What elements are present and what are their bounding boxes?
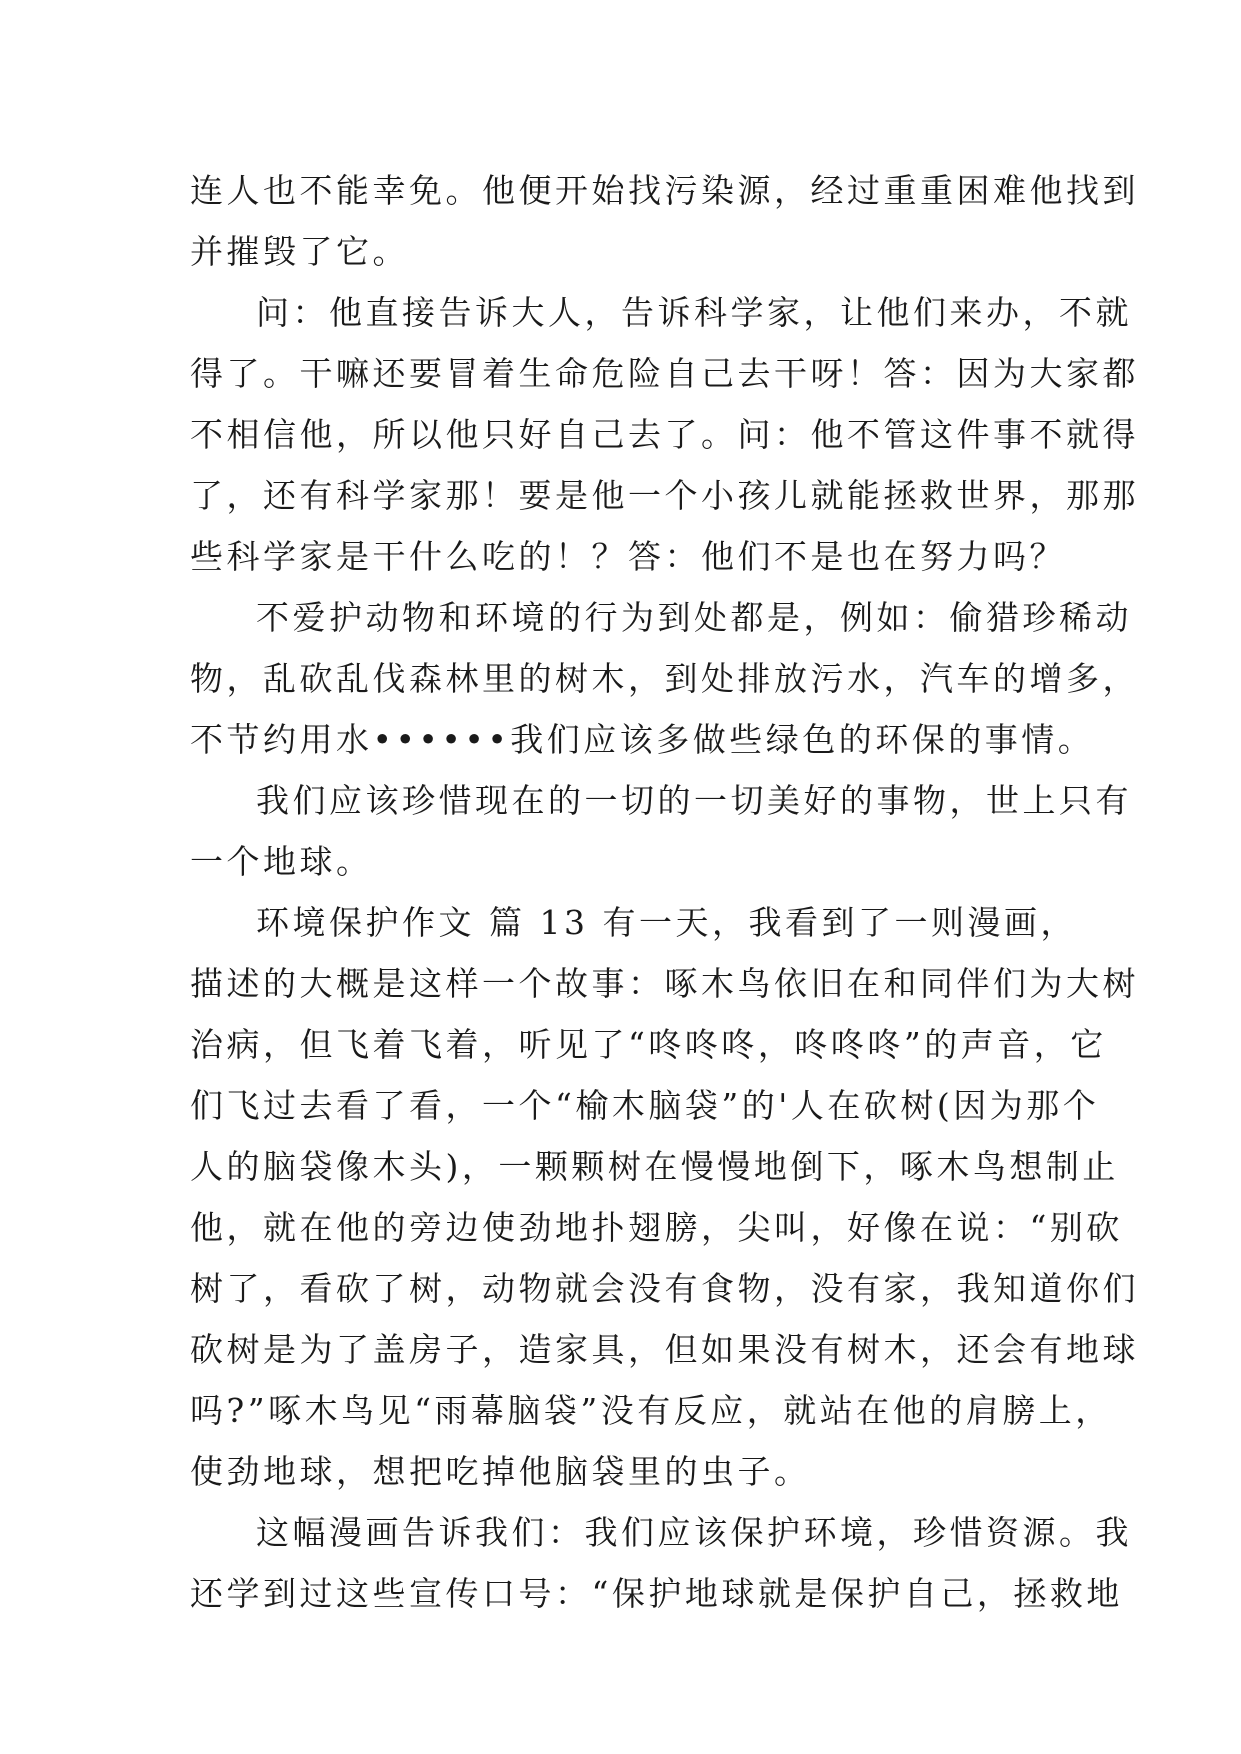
section-heading-line: 环境保护作文 篇 13 有一天，我看到了一则漫画， <box>256 903 1077 942</box>
text-line: 们飞过去看了看，一个“榆木脑袋”的'人在砍树(因为那个 <box>190 1086 1100 1125</box>
text-line: 治病，但飞着飞着，听见了“咚咚咚，咚咚咚”的声音，它 <box>190 1025 1107 1064</box>
text-line: 不爱护动物和环境的行为到处都是，例如：偷猎珍稀动 <box>256 598 1132 637</box>
text-line: 描述的大概是这样一个故事：啄木鸟依旧在和同伴们为大树 <box>190 964 1139 1003</box>
text-line: 得了。干嘛还要冒着生命危险自己去干呀！答：因为大家都 <box>190 354 1139 393</box>
text-line: 不相信他，所以他只好自己去了。问：他不管这件事不就得 <box>190 415 1139 454</box>
text-line: 砍树是为了盖房子，造家具，但如果没有树木，还会有地球 <box>190 1330 1139 1369</box>
text-line: 了，还有科学家那！要是他一个小孩儿就能拯救世界，那那 <box>190 476 1139 515</box>
text-line: 些科学家是干什么吃的！？答：他们不是也在努力吗？ <box>190 537 1066 576</box>
text-line: 连人也不能幸免。他便开始找污染源，经过重重困难他找到 <box>190 171 1139 210</box>
text-line: 并摧毁了它。 <box>190 232 409 271</box>
document-body <box>190 160 1139 1624</box>
text-line: 问：他直接告诉大人，告诉科学家，让他们来办，不就 <box>256 293 1132 332</box>
text-line: 我们应该珍惜现在的一切的一切美好的事物，世上只有 <box>256 781 1132 820</box>
text-line: 一个地球。 <box>190 842 373 881</box>
text-line: 人的脑袋像木头)，一颗颗树在慢慢地倒下，啄木鸟想制止 <box>190 1147 1119 1186</box>
text-line: 使劲地球，想把吃掉他脑袋里的虫子。 <box>190 1452 811 1491</box>
text-line: 吗?”啄木鸟见“雨幕脑袋”没有反应，就站在他的肩膀上， <box>190 1391 1112 1430</box>
text-line: 还学到过这些宣传口号：“保护地球就是保护自己，拯救地 <box>190 1574 1123 1613</box>
text-line: 他，就在他的旁边使劲地扑翅膀，尖叫，好像在说：“别砍 <box>190 1208 1123 1247</box>
text-line: 这幅漫画告诉我们：我们应该保护环境，珍惜资源。我 <box>256 1513 1132 1552</box>
text-line: 树了，看砍了树，动物就会没有食物，没有家，我知道你们 <box>190 1269 1139 1308</box>
text-line: 物，乱砍乱伐森林里的树木，到处排放污水，汽车的增多， <box>190 659 1139 698</box>
text-line: 不节约用水••••••我们应该多做些绿色的环保的事情。 <box>190 720 1095 759</box>
